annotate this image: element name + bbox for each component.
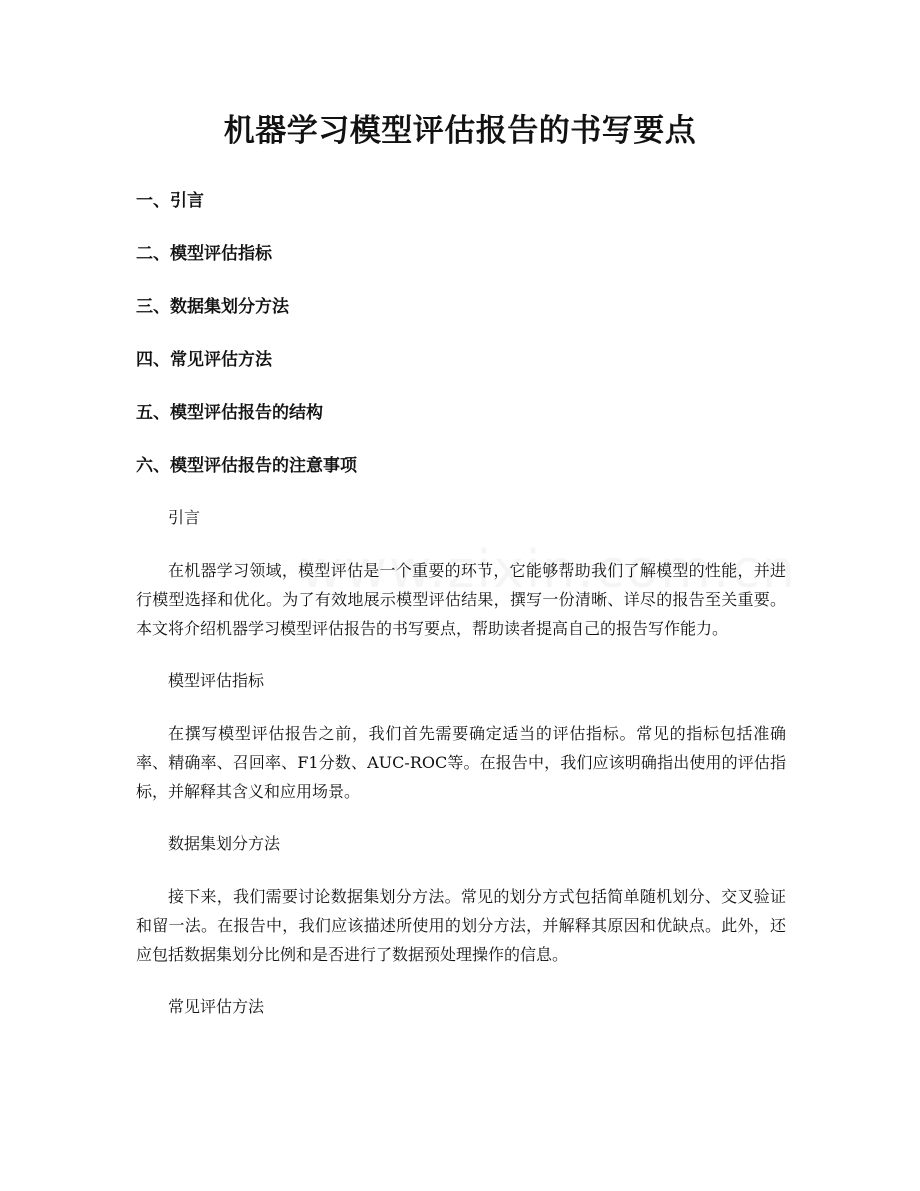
toc-item-1: 一、引言 bbox=[136, 191, 204, 211]
table-of-contents bbox=[136, 187, 357, 505]
document-body bbox=[136, 504, 786, 1045]
section-heading-methods: 常见评估方法 bbox=[168, 997, 265, 1016]
section-heading-split: 数据集划分方法 bbox=[168, 834, 281, 853]
toc-item-6: 六、模型评估报告的注意事项 bbox=[136, 456, 357, 476]
document-title: 机器学习模型评估报告的书写要点 bbox=[223, 113, 697, 149]
toc-item-3: 三、数据集划分方法 bbox=[136, 297, 289, 317]
section-heading-metrics: 模型评估指标 bbox=[168, 671, 265, 690]
section-paragraph-metrics: 在撰写模型评估报告之前，我们首先需要确定适当的评估指标。常见的指标包括准确率、精确率、召回率、F1分数、AUC-ROC等。在报告中，我们应该明确指出使用的评估指标，并解释其含义和应用场景。 bbox=[136, 724, 786, 801]
toc-item-2: 二、模型评估指标 bbox=[136, 244, 272, 264]
toc-item-5: 五、模型评估报告的结构 bbox=[136, 403, 323, 423]
section-paragraph-intro: 在机器学习领域，模型评估是一个重要的环节，它能够帮助我们了解模型的性能，并进行模型选择和优化。为了有效地展示模型评估结果，撰写一份清晰、详尽的报告至关重要。本文将介绍机器学习模型评估报告的书写要点，帮助读者提高自己的报告写作能力。 bbox=[136, 561, 786, 638]
toc-item-4: 四、常见评估方法 bbox=[136, 350, 272, 370]
section-paragraph-split: 接下来，我们需要讨论数据集划分方法。常见的划分方式包括简单随机划分、交叉验证和留一法。在报告中，我们应该描述所使用的划分方法，并解释其原因和优缺点。此外，还应包括数据集划分比例和是否进行了数据预处理操作的信息。 bbox=[136, 887, 786, 964]
section-heading-intro: 引言 bbox=[168, 508, 201, 527]
